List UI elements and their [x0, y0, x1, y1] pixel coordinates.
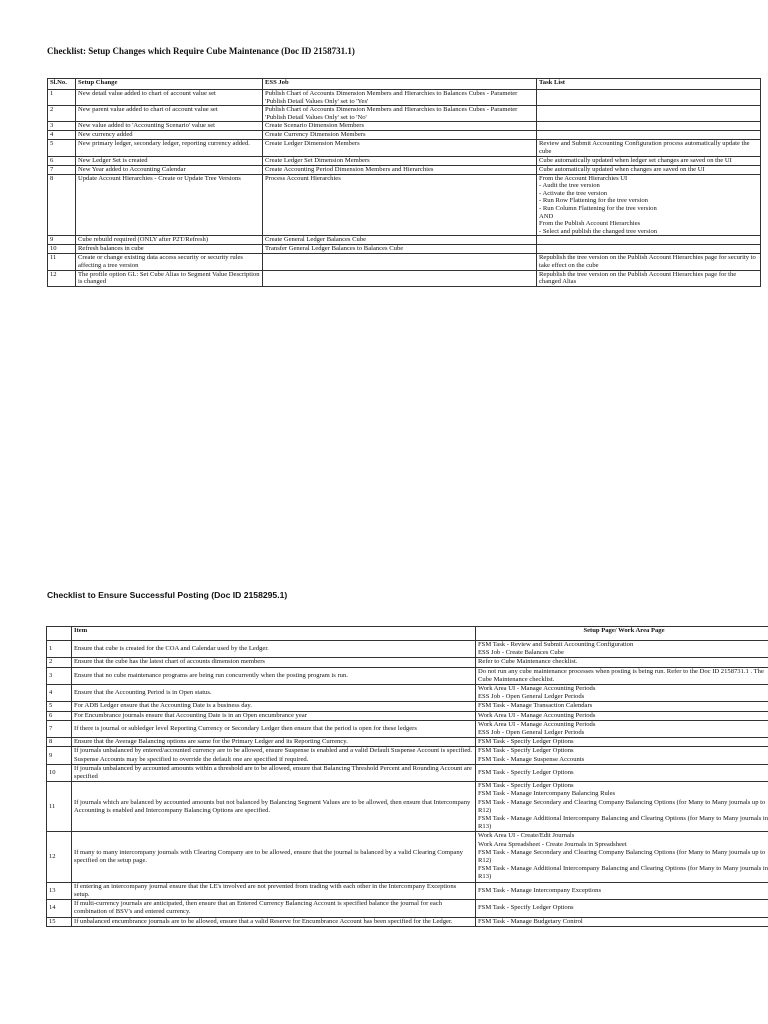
cell-item: If unbalanced encumbrance journals are to be allowed, ensure that a valid Reserve for Encumbrance Account has been specified for the Ledger. [72, 917, 476, 926]
cell-task-list [537, 131, 761, 140]
cell-task-list: From the Account Hierarchies UI - Audit the tree version - Activate the tree version - Run Row Flattening for the tree version - Run Column Flattening for the tree version AND From the Publish Account Hierarchies - Select and publish the changed tree version [537, 174, 761, 236]
table-row [47, 738, 768, 747]
cell-item: Ensure that the Average Balancing options are same for the Primary Ledger and its Reporting Currency. [72, 738, 476, 747]
checklist-cube-maintenance-title: Checklist: Setup Changes which Require Cube Maintenance (Doc ID 2158731.1) [47, 46, 355, 56]
column-header-slno: Sl.No. [48, 79, 76, 90]
cell-slno: 7 [48, 165, 76, 174]
cell-task-list [537, 90, 761, 106]
cell-setup-change: The profile option GL: Set Cube Alias to Segment Value Description is changed [76, 270, 263, 286]
cell-number: 5 [47, 702, 72, 711]
cell-ess-job: Create Ledger Dimension Members [263, 140, 537, 156]
cell-setup-change: New Ledger Set is created [76, 156, 263, 165]
cell-ess-job: Process Account Hierarchies [263, 174, 537, 236]
cell-setup-page: FSM Task - Manage Intercompany Exceptions [476, 882, 768, 899]
cell-slno: 8 [48, 174, 76, 236]
cell-task-list: Republish the tree version on the Publish Account Hierarchies page for security to take effect on the cube [537, 254, 761, 270]
column-header-item: Item [72, 627, 476, 641]
table-row [48, 122, 761, 131]
cell-ess-job: Create General Ledger Balances Cube [263, 236, 537, 245]
table-row [48, 236, 761, 245]
cell-ess-job: Create Currency Dimension Members [263, 131, 537, 140]
cell-setup-change: New primary ledger, secondary ledger, reporting currency added. [76, 140, 263, 156]
column-header-ess-job: ESS Job [263, 79, 537, 90]
table-row [48, 106, 761, 122]
cell-ess-job: Publish Chart of Accounts Dimension Members and Hierarchies to Balances Cubes - Parameter 'Publish Detail Values Only' set to 'No' [263, 106, 537, 122]
cell-item: If journals which are balanced by accounted amounts but not balanced by Balancing Segment Values are to be allowed, then ensure that Intercompany Accounting is enabled and Intercompany Balancing Options are specified. [72, 782, 476, 832]
cell-setup-page: Work Area UI - Create/Edit Journals Work Area Spreadsheet - Create Journals in Spreadsheet FSM Task - Manage Secondary and Clearing Company Balancing Options (for Many to Many journals up to R12) FSM Task - Manage Additional Intercompany Balancing and Clearing Options (for Many to Many journals in R13) [476, 832, 768, 882]
cell-number: 7 [47, 720, 72, 737]
cell-setup-page: FSM Task - Specify Ledger Options FSM Task - Manage Suspense Accounts [476, 747, 768, 764]
cell-setup-change: New value added to 'Accounting Scenario' value set [76, 122, 263, 131]
cell-task-list: Cube automatically updated when changes are saved on the UI [537, 165, 761, 174]
cell-ess-job: Publish Chart of Accounts Dimension Members and Hierarchies to Balances Cubes - Parameter 'Publish Detail Values Only' set to 'Yes' [263, 90, 537, 106]
cell-setup-page: Work Area UI - Manage Accounting Periods ESS Job - Open General Ledger Periods [476, 685, 768, 702]
column-header-number [47, 627, 72, 641]
cell-setup-change: Refresh balances in cube [76, 245, 263, 254]
cube-maintenance-table [47, 78, 761, 287]
cell-ess-job: Create Ledger Set Dimension Members [263, 156, 537, 165]
table-row [47, 711, 768, 720]
table-row [48, 131, 761, 140]
cell-setup-change: New currency added [76, 131, 263, 140]
checklist-posting-title: Checklist to Ensure Successful Posting (Doc ID 2158295.1) [47, 590, 288, 600]
cell-slno: 11 [48, 254, 76, 270]
cell-ess-job [263, 254, 537, 270]
table-row [47, 685, 768, 702]
cell-item: If entering an intercompany journal ensure that the LE's involved are not prevented from trading with each other in the Intercompany Exceptions setup. [72, 882, 476, 899]
cell-item: Ensure that no cube maintenance programs are being run concurrently when the posting program is run. [72, 667, 476, 684]
cell-slno: 3 [48, 122, 76, 131]
cell-number: 11 [47, 782, 72, 832]
cell-task-list: Republish the tree version on the Publish Account Hierarchies page for the changed Alias [537, 270, 761, 286]
table-row [47, 747, 768, 764]
cell-setup-page: FSM Task - Specify Ledger Options [476, 900, 768, 917]
cell-slno: 6 [48, 156, 76, 165]
cell-setup-page: FSM Task - Manage Budgetary Control [476, 917, 768, 926]
cell-setup-page: FSM Task - Specify Ledger Options [476, 738, 768, 747]
table-row [47, 782, 768, 832]
cell-slno: 12 [48, 270, 76, 286]
table-row [48, 156, 761, 165]
cell-task-list [537, 106, 761, 122]
cell-ess-job: Create Scenario Dimension Members [263, 122, 537, 131]
cell-slno: 9 [48, 236, 76, 245]
column-header-setup-page: Setup Page/ Work Area Page [476, 627, 768, 641]
cell-slno: 5 [48, 140, 76, 156]
cell-number: 4 [47, 685, 72, 702]
cell-item: If there is journal or subledger level Reporting Currency or Secondary Ledger then ensure that the period is open for these ledgers [72, 720, 476, 737]
table-row [47, 764, 768, 781]
cell-item: Ensure that the cube has the latest chart of accounts dimension members [72, 658, 476, 667]
cell-number: 10 [47, 764, 72, 781]
table-row [48, 270, 761, 286]
cell-ess-job: Create Accounting Period Dimension Members and Hierarchies [263, 165, 537, 174]
table-row [47, 667, 768, 684]
cell-number: 12 [47, 832, 72, 882]
cell-ess-job: Transfer General Ledger Balances to Balances Cube [263, 245, 537, 254]
table-row [47, 900, 768, 917]
table-row [47, 702, 768, 711]
table-header-row [47, 627, 768, 641]
cell-item: For ADB Ledger ensure that the Accounting Date is a business day. [72, 702, 476, 711]
table-row [47, 917, 768, 926]
cell-setup-change: Update Account Hierarchies - Create or Update Tree Versions [76, 174, 263, 236]
table-row [47, 658, 768, 667]
cell-item: If journals unbalanced by entered/accounted currency are to be allowed, ensure Suspense is enabled and a valid Default Suspense Account is specified. Suspense Accounts may be specified to override the default one are specified if required. [72, 747, 476, 764]
cell-number: 14 [47, 900, 72, 917]
table-header-row [48, 79, 761, 90]
column-header-task-list: Task List [537, 79, 761, 90]
cell-setup-change: Cube rebuild required (ONLY after P2T/Refresh) [76, 236, 263, 245]
cell-item: Ensure that the Accounting Period is in Open status. [72, 685, 476, 702]
cell-setup-page: FSM Task - Specify Ledger Options FSM Task - Manage Intercompany Balancing Rules FSM Task - Manage Secondary and Clearing Company Balancing Options (for Many to Many journals up to R12) FSM Task - Manage Additional Intercompany Balancing and Clearing Options (for Many to Many journals in R13) [476, 782, 768, 832]
cell-setup-change: New detail value added to chart of account value set [76, 90, 263, 106]
cell-slno: 1 [48, 90, 76, 106]
table-row [47, 720, 768, 737]
cell-setup-page: FSM Task - Review and Submit Accounting Configuration ESS Job - Create Balances Cube [476, 641, 768, 658]
cell-setup-page: Work Area UI - Manage Accounting Periods ESS Job - Open General Ledger Periods [476, 720, 768, 737]
column-header-setup-change: Setup Change [76, 79, 263, 90]
cell-slno: 10 [48, 245, 76, 254]
cell-task-list: Cube automatically updated when ledger set changes are saved on the UI [537, 156, 761, 165]
table-row [48, 254, 761, 270]
table-row [48, 165, 761, 174]
cell-number: 9 [47, 747, 72, 764]
cell-slno: 4 [48, 131, 76, 140]
cell-item: If many to many intercompany journals with Clearing Company are to be allowed, ensure that the journal is balanced by a valid Clearing Company specified on the setup page. [72, 832, 476, 882]
table-row [48, 90, 761, 106]
cell-task-list [537, 236, 761, 245]
cell-number: 2 [47, 658, 72, 667]
cell-item: If journals unbalanced by accounted amounts within a threshold are to be allowed, ensure that Balancing Threshold Percent and Rounding Account are specified [72, 764, 476, 781]
table-row [48, 140, 761, 156]
cell-task-list [537, 122, 761, 131]
cell-number: 13 [47, 882, 72, 899]
cell-number: 3 [47, 667, 72, 684]
cell-item: For Encumbrance journals ensure that Accounting Date is in an Open encumbrance year [72, 711, 476, 720]
cell-ess-job [263, 270, 537, 286]
table-row [48, 174, 761, 236]
table-row [47, 882, 768, 899]
cell-slno: 2 [48, 106, 76, 122]
cell-setup-page: FSM Task - Manage Transaction Calendars [476, 702, 768, 711]
table-row [48, 245, 761, 254]
cell-number: 8 [47, 738, 72, 747]
cell-setup-page: Work Area UI - Manage Accounting Periods [476, 711, 768, 720]
cell-number: 15 [47, 917, 72, 926]
posting-checklist-table [46, 626, 768, 927]
cell-setup-change: New Year added to Accounting Calendar [76, 165, 263, 174]
cell-item: Ensure that cube is created for the COA and Calendar used by the Ledger. [72, 641, 476, 658]
cell-number: 6 [47, 711, 72, 720]
cell-setup-page: Refer to Cube Maintenance checklist. [476, 658, 768, 667]
cell-number: 1 [47, 641, 72, 658]
cell-task-list: Review and Submit Accounting Configuration process automatically update the cube [537, 140, 761, 156]
cell-setup-page: FSM Task - Specify Ledger Options [476, 764, 768, 781]
cell-item: If multi-currency journals are anticipated, then ensure that an Entered Currency Balancing Account is specified balance the journal for each combination of BSV's and entered currency. [72, 900, 476, 917]
table-row [47, 832, 768, 882]
cell-setup-change: New parent value added to chart of account value set [76, 106, 263, 122]
cell-setup-page: Do not run any cube maintenance processes when posting is being run. Refer to the Doc ID 2158731.1 . The Cube Maintenance checklist. [476, 667, 768, 684]
cell-setup-change: Create or change existing data access security or security rules affecting a tree version [76, 254, 263, 270]
cell-task-list [537, 245, 761, 254]
table-row [47, 641, 768, 658]
